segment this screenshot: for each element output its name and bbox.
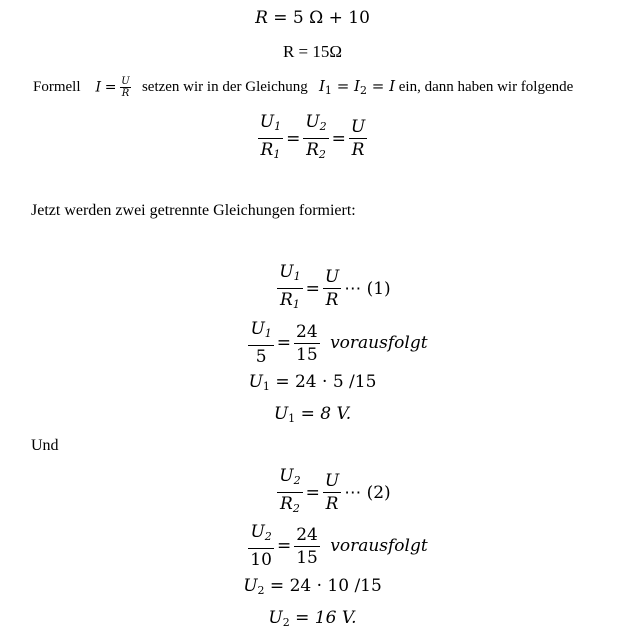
- block1-sub-num: U: [250, 319, 265, 339]
- block2-ratio-num-sub: 2: [293, 474, 301, 487]
- block1-calc-rhs: = 24 · 5 /15: [275, 372, 377, 392]
- block1-res-lhs-sub: 1: [288, 412, 296, 425]
- block2-calc-rhs: = 24 · 10 /15: [269, 576, 382, 596]
- block2-word: vorausfolgt: [330, 536, 428, 556]
- block2-ratio-num: U: [279, 466, 294, 486]
- triple-f2-den: R: [306, 140, 319, 160]
- block1-ratio-r-den: R: [325, 290, 339, 310]
- triple-f2-den-sub: 2: [318, 148, 326, 161]
- sentence-formula-den: R: [121, 88, 130, 99]
- intro-text: [31, 202, 611, 220]
- triple-f2-num-sub: 2: [319, 120, 327, 133]
- intro-text-span: Jetzt werden zwei getrennte Gleichungen formiert:: [31, 202, 356, 219]
- block1-ratio-r-num: U: [324, 267, 340, 287]
- equation-result-2: [0, 608, 625, 629]
- block1-calc-lhs: U: [248, 372, 263, 392]
- triple-f3-num: U: [350, 117, 366, 137]
- equation-triple-ratio: $\frac{U_1}{R_1}$ = $\frac{U_2}{R_2}$ = $\frac{U}{R}$: [0, 112, 625, 165]
- block2-ratio-den-sub: 2: [292, 502, 300, 515]
- sentence-mid: setzen wir in der Gleichung: [141, 78, 308, 95]
- sentence-post: ein, dann haben wir folgende: [398, 78, 574, 95]
- equation-calc-2: [0, 576, 625, 597]
- sentence-eq-sub1: 1: [324, 83, 332, 97]
- block2-sub-num-sub: 2: [264, 530, 272, 543]
- triple-f1-den: R: [260, 140, 274, 160]
- sentence-pre: Formell: [33, 78, 81, 95]
- formula-sentence: Formell I = $\frac{U}{R}$ setzen wir in der Gleichung $I_1 = I_2 = I$ ein, dann haben wir folgende: [33, 76, 574, 99]
- block1-word: vorausfolgt: [330, 333, 428, 353]
- block1-sub-den: 5: [255, 347, 267, 367]
- block2-res-lhs-sub: 2: [282, 616, 290, 629]
- triple-f2-num: U: [305, 112, 320, 132]
- sentence-formula-fraction: [120, 76, 130, 99]
- fraction-u2-r2: [303, 112, 328, 165]
- sentence-eq-sub2: 2: [359, 83, 367, 97]
- block2-sub-r-den: 15: [296, 547, 318, 568]
- block2-sub-num: U: [250, 522, 265, 542]
- equation-label-2: ⋯ (2): [344, 482, 391, 503]
- und-text: [31, 437, 231, 455]
- block1-ratio-den: R: [280, 290, 293, 310]
- equation-substitution-1: $\frac{U_1}{5}$ = $\frac{24}{15}$ vorausfolgt: [250, 319, 428, 367]
- block2-res-rhs: = 16 V.: [295, 608, 357, 628]
- block2-calc-lhs: U: [243, 576, 258, 596]
- block2-calc-lhs-sub: 2: [257, 584, 265, 597]
- fraction-u-r: [349, 117, 367, 160]
- eq2-text: R = 15Ω: [282, 42, 343, 61]
- equation-calc-1: [0, 372, 625, 393]
- sentence-formula-lhs: I: [95, 79, 102, 96]
- equation-label-1: ⋯ (1): [344, 278, 391, 299]
- block2-sub-den: 10: [250, 550, 272, 570]
- triple-f1-num-sub: 1: [274, 120, 282, 133]
- equation-r-sum: [0, 8, 625, 28]
- sentence-eq-part1: I: [318, 76, 325, 95]
- block1-sub-r-den: 15: [296, 344, 318, 365]
- block1-ratio-den-sub: 1: [292, 298, 300, 311]
- triple-f3-den: R: [351, 140, 365, 160]
- fraction-u1-r1: [258, 112, 283, 165]
- block2-res-lhs: U: [268, 608, 283, 628]
- equation-substitution-2: $\frac{U_2}{10}$ = $\frac{24}{15}$ vorausfolgt: [250, 522, 428, 570]
- block1-ratio-num: U: [279, 262, 294, 282]
- block1-res-lhs: U: [273, 404, 289, 424]
- eq1-lhs: R: [255, 8, 268, 28]
- block2-sub-r-num: 24: [296, 524, 318, 545]
- equation-ratio-1: $\frac{U_1}{R_1}$ = $\frac{U}{R}$ ⋯ (1): [279, 262, 391, 311]
- und-text-span: Und: [31, 437, 59, 454]
- block2-ratio-r-den: R: [325, 494, 339, 514]
- block1-res-rhs: = 8 V.: [300, 404, 352, 424]
- equation-ratio-2: $\frac{U_2}{R_2}$ = $\frac{U}{R}$ ⋯ (2): [279, 466, 391, 515]
- block2-ratio-den: R: [280, 494, 293, 514]
- sentence-formula-num: U: [121, 76, 130, 87]
- triple-f1-num: U: [259, 112, 275, 132]
- block1-sub-num-sub: 1: [264, 327, 272, 340]
- block2-ratio-r-num: U: [324, 471, 340, 491]
- block1-ratio-num-sub: 1: [293, 270, 301, 283]
- equation-r-result: [0, 42, 625, 62]
- sentence-eq-part2: = I: [336, 76, 360, 95]
- equation-result-1: [0, 404, 625, 425]
- eq1-rhs: = 5 Ω + 10: [273, 8, 370, 28]
- sentence-eq-part3: = I: [371, 76, 396, 95]
- triple-f1-den-sub: 1: [273, 148, 281, 161]
- block1-sub-r-num: 24: [296, 321, 318, 342]
- sentence-equality: [319, 77, 395, 95]
- block1-calc-lhs-sub: 1: [262, 380, 270, 393]
